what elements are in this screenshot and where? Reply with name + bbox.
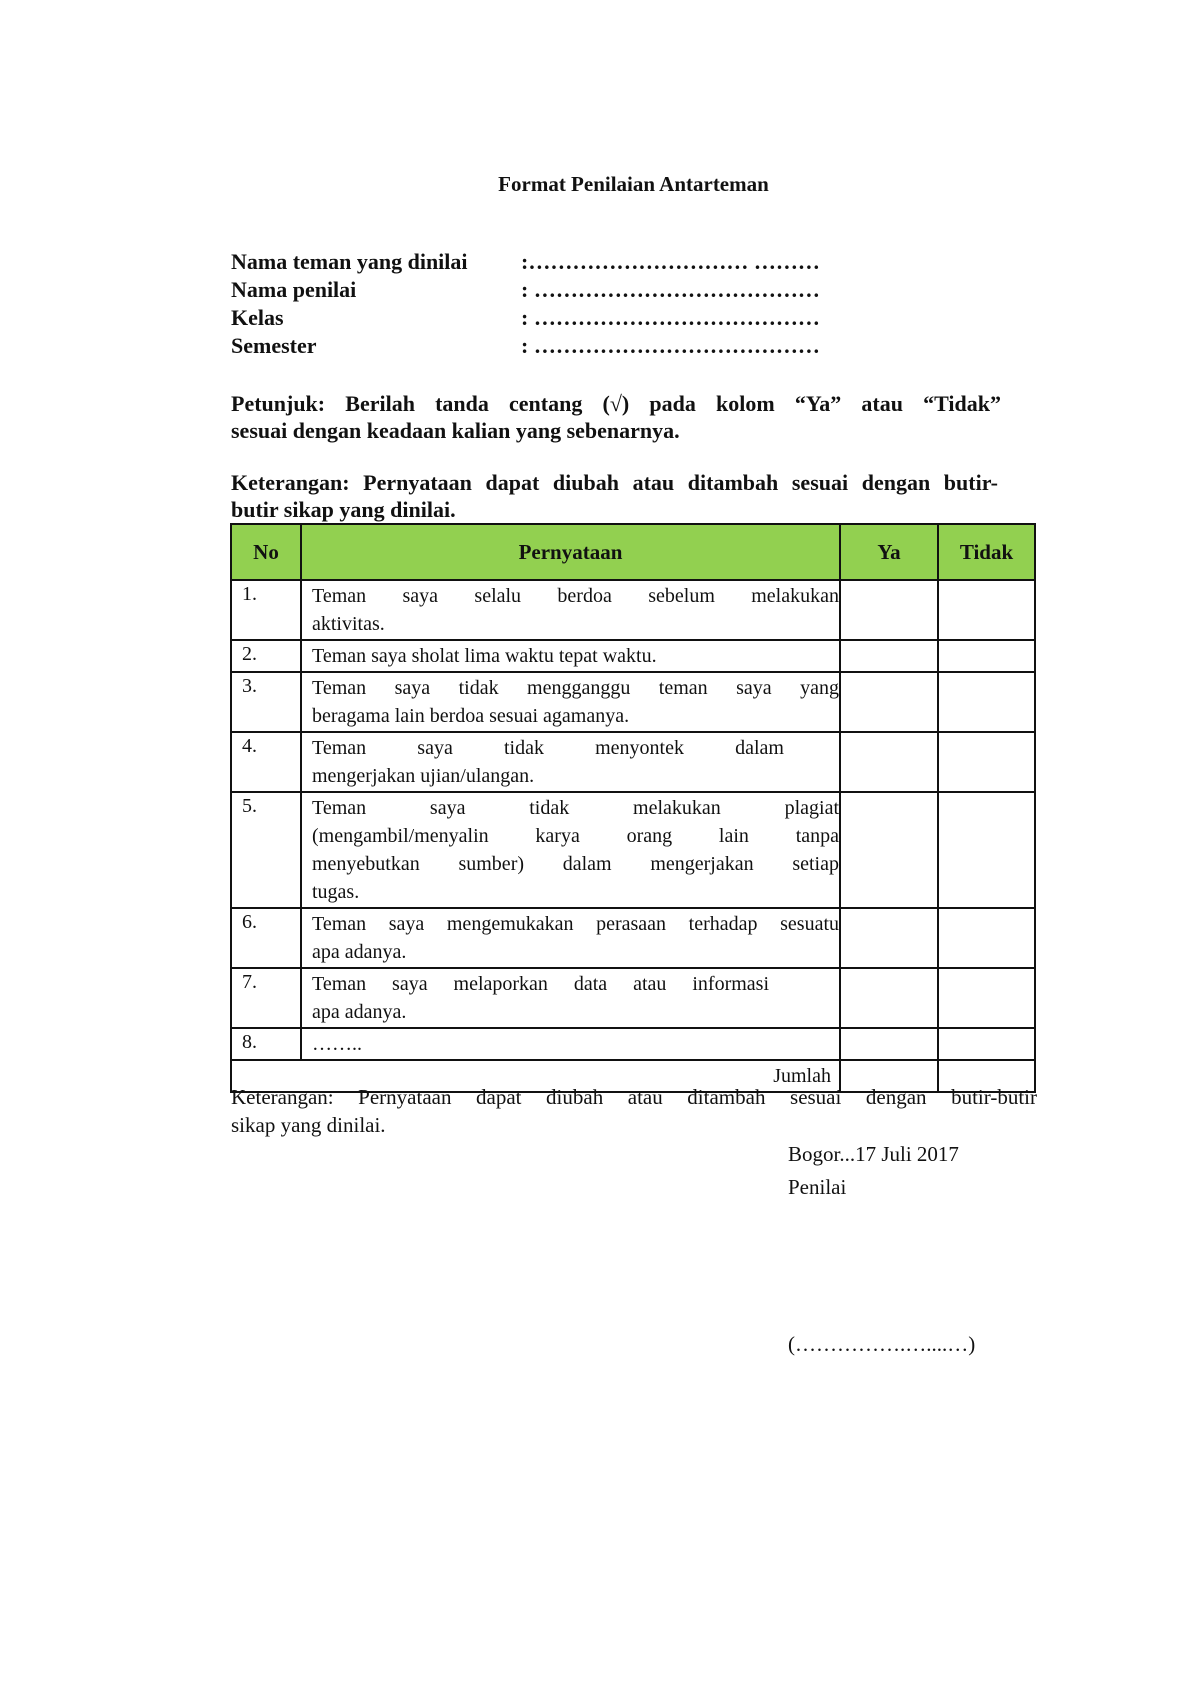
info-label: Kelas — [231, 305, 284, 330]
info-value: : ………………………………… — [521, 333, 820, 358]
tidak-checkbox-cell[interactable] — [938, 1028, 1035, 1060]
note-line: sikap yang dinilai. — [231, 1113, 386, 1137]
row-statement — [301, 968, 840, 1028]
info-label: Semester — [231, 333, 317, 358]
info-row-assessor — [231, 276, 820, 304]
header-tidak: Tidak — [938, 524, 1035, 580]
note-line: butir sikap yang dinilai. — [231, 497, 456, 522]
tidak-checkbox-cell[interactable] — [938, 908, 1035, 968]
table-row — [231, 672, 1035, 732]
statement-line: Teman saya mengemukakan perasaan terhadap sesuatu — [312, 913, 839, 935]
table-row — [231, 968, 1035, 1028]
document-title: Format Penilaian Antarteman — [498, 172, 769, 196]
statement-line: Teman saya tidak mengganggu teman saya yang — [312, 677, 839, 699]
statement-line: aktivitas. — [312, 613, 385, 635]
statement-line: tugas. — [312, 881, 360, 903]
statement-line: (mengambil/menyalin karya orang lain tanpa — [312, 825, 839, 847]
instructions — [231, 390, 1001, 444]
ya-checkbox-cell[interactable] — [840, 672, 938, 732]
statement-line: beragama lain berdoa sesuai agamanya. — [312, 705, 630, 727]
header-ya: Ya — [840, 524, 938, 580]
instructions-line: Petunjuk: Berilah tanda centang (√) pada kolom “Ya” atau “Tidak” — [231, 391, 1001, 416]
row-statement — [301, 580, 840, 640]
table-header-row — [231, 524, 1035, 580]
ya-checkbox-cell[interactable] — [840, 1028, 938, 1060]
statement-line: apa adanya. — [312, 1001, 407, 1023]
statement-line: Teman saya selalu berdoa sebelum melakukan — [312, 585, 839, 607]
row-statement — [301, 792, 840, 908]
note-line: Keterangan: Pernyataan dapat diubah atau ditambah sesuai dengan butir-butir — [231, 1085, 1037, 1109]
ya-checkbox-cell[interactable] — [840, 640, 938, 672]
row-statement — [301, 640, 840, 672]
statement-line: apa adanya. — [312, 941, 407, 963]
info-row-class — [231, 304, 820, 332]
info-label: Nama penilai — [231, 277, 357, 302]
statement-line: Teman saya sholat lima waktu tepat waktu. — [312, 645, 657, 667]
header-no: No — [231, 524, 301, 580]
header-statement: Pernyataan — [301, 524, 840, 580]
row-statement — [301, 1028, 840, 1060]
info-value: : ………………………………… — [521, 305, 820, 330]
tidak-checkbox-cell[interactable] — [938, 640, 1035, 672]
table-row — [231, 732, 1035, 792]
tidak-checkbox-cell[interactable] — [938, 672, 1035, 732]
tidak-checkbox-cell[interactable] — [938, 732, 1035, 792]
statement-line: Teman saya tidak menyontek dalam — [312, 737, 784, 759]
table-row — [231, 792, 1035, 908]
note-bottom — [231, 1083, 1037, 1139]
table-row — [231, 908, 1035, 968]
statement-line: Teman saya melaporkan data atau informasi — [312, 973, 769, 995]
row-number: 8. — [231, 1028, 301, 1060]
tidak-checkbox-cell[interactable] — [938, 792, 1035, 908]
row-statement — [301, 908, 840, 968]
total-label: Jumlah — [231, 1060, 840, 1092]
table-row — [231, 1028, 1035, 1060]
note-top — [231, 469, 998, 523]
ya-checkbox-cell[interactable] — [840, 732, 938, 792]
tidak-checkbox-cell[interactable] — [938, 968, 1035, 1028]
info-row-semester — [231, 332, 820, 360]
assessment-table — [230, 523, 1036, 1093]
info-value: : ………………………………… — [521, 277, 820, 302]
signature-place-date: Bogor...17 Juli 2017 — [788, 1142, 959, 1166]
info-value: :………………………… ……… — [521, 249, 820, 274]
statement-line: mengerjakan ujian/ulangan. — [312, 765, 535, 787]
row-statement — [301, 672, 840, 732]
row-number: 1. — [231, 580, 301, 640]
info-row-assessed-friend — [231, 248, 820, 276]
signature-name-placeholder: (…………….…....…) — [788, 1332, 976, 1356]
row-number: 7. — [231, 968, 301, 1028]
table-row — [231, 640, 1035, 672]
info-label: Nama teman yang dinilai — [231, 249, 468, 274]
row-number: 5. — [231, 792, 301, 908]
signature-role: Penilai — [788, 1175, 847, 1199]
ya-checkbox-cell[interactable] — [840, 792, 938, 908]
tidak-checkbox-cell[interactable] — [938, 580, 1035, 640]
instructions-line: sesuai dengan keadaan kalian yang sebenarnya. — [231, 418, 680, 443]
ya-checkbox-cell[interactable] — [840, 580, 938, 640]
note-line: Keterangan: Pernyataan dapat diubah atau ditambah sesuai dengan butir- — [231, 470, 998, 495]
ya-checkbox-cell[interactable] — [840, 968, 938, 1028]
row-number: 2. — [231, 640, 301, 672]
row-number: 4. — [231, 732, 301, 792]
identity-block — [231, 248, 820, 360]
statement-line: menyebutkan sumber) dalam mengerjakan setiap — [312, 853, 839, 875]
row-statement — [301, 732, 840, 792]
row-number: 3. — [231, 672, 301, 732]
ya-checkbox-cell[interactable] — [840, 908, 938, 968]
table-row — [231, 580, 1035, 640]
row-number: 6. — [231, 908, 301, 968]
statement-line: …….. — [312, 1033, 362, 1055]
statement-line: Teman saya tidak melakukan plagiat — [312, 797, 839, 819]
